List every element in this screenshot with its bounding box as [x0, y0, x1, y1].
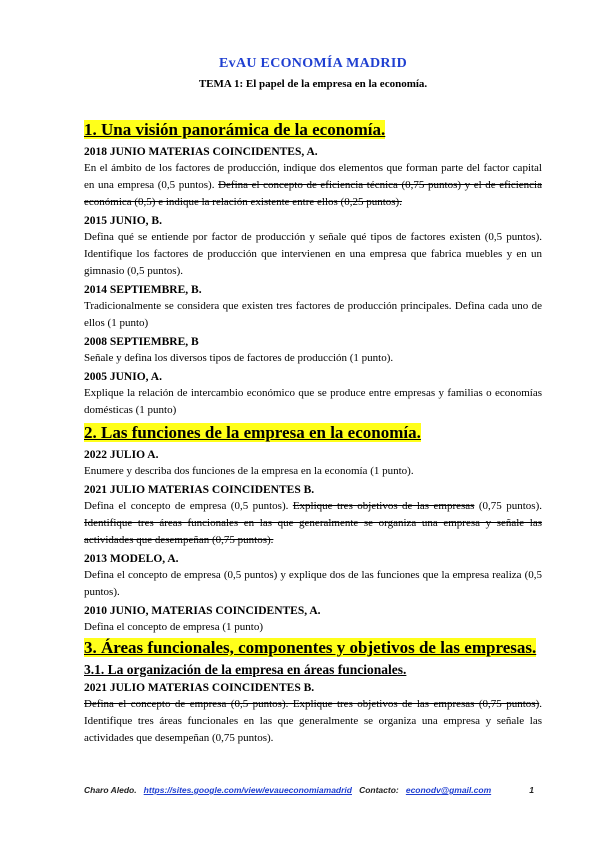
question-text: Defina el concepto de empresa (0,5 puntos) y explique dos de las funciones que la empresa realiza (0,5 puntos).: [84, 569, 542, 598]
question-text: Enumere y describa dos funciones de la empresa en la economía (1 punto).: [84, 465, 414, 477]
question-text: Explique la relación de intercambio económico que se produce entre empresas y familias o economías domésticas (1 punto): [84, 387, 542, 416]
struck-text: Defina el concepto de eficiencia técnica (0,75 puntos) y el de eficiencia económica (0,5) e indique la relación existente entre ellos (0,25 puntos).: [84, 179, 542, 208]
question-heading: 2018 JUNIO MATERIAS COINCIDENTES, A.: [84, 146, 318, 158]
question-text: Señale y defina los diversos tipos de factores de producción (1 punto).: [84, 352, 394, 364]
section-heading-2: 2. Las funciones de la empresa en la economía.: [84, 423, 421, 442]
footer-email-link[interactable]: econodv@gmail.com: [405, 785, 492, 795]
question-heading: 2022 JULIO A.: [84, 449, 159, 461]
document-page: [84, 0, 542, 747]
struck-text: Defina el concepto de empresa (0,5 puntos). Explique tres objetivos de las empresas (0,75 puntos): [84, 698, 540, 710]
question-heading: 2015 JUNIO, B.: [84, 215, 162, 227]
struck-text: Identifique tres áreas funcionales en las que generalmente se organiza una empresa y señale las actividades que desempeñan (0,75 puntos).: [84, 517, 542, 546]
footer-author: Charo Aledo.: [84, 785, 137, 795]
footer-contact-label: Contacto:: [359, 785, 399, 795]
section-heading-3: 3. Áreas funcionales, componentes y objetivos de las empresas.: [84, 638, 537, 657]
question-text: Defina el concepto de empresa (0,5 puntos). Explique tres objetivos de las empresas (0,75 puntos). Identifique tres áreas funcionales en las que generalmente se organiza una empresa y señale las actividades que desempeñan (0,75 puntos).: [84, 698, 542, 744]
question-heading: 2008 SEPTIEMBRE, B: [84, 336, 199, 348]
question-heading: 2010 JUNIO, MATERIAS COINCIDENTES, A.: [84, 605, 321, 617]
struck-text: Explique tres objetivos de las empresas: [292, 500, 475, 512]
question-heading: 2005 JUNIO, A.: [84, 371, 162, 383]
question-text: Defina qué se entiende por factor de producción y señale qué tipos de factores existen (0,5 puntos). Identifique los factores de producción que intervienen en una empresa que fabrica muebles y en un gimnasio (0,5 puntos).: [84, 231, 542, 277]
question-text: Tradicionalmente se considera que existen tres factores de producción principales. Defina cada uno de ellos (1 punto): [84, 300, 542, 329]
document-subtitle: TEMA 1: El papel de la empresa en la economía.: [198, 78, 428, 90]
question-text: Defina el concepto de empresa (1 punto): [84, 621, 263, 633]
question-heading: 2014 SEPTIEMBRE, B.: [84, 284, 202, 296]
page-footer: [84, 785, 542, 795]
document-title: EvAU ECONOMÍA MADRID: [219, 56, 407, 71]
question-heading: 2021 JULIO MATERIAS COINCIDENTES B.: [84, 484, 315, 496]
question-text: En el ámbito de los factores de producción, indique dos elementos que forman parte del factor capital en una empresa (0,5 puntos). Defina el concepto de eficiencia técnica (0,75 puntos) y el de eficiencia económica (0,5) e indique la relación existente entre ellos (0,25 puntos).: [84, 162, 542, 208]
question-heading: 2021 JULIO MATERIAS COINCIDENTES B.: [84, 682, 315, 694]
page-number: 1: [529, 785, 534, 795]
subsection-heading: 3.1. La organización de la empresa en áreas funcionales.: [84, 662, 407, 677]
question-heading: 2013 MODELO, A.: [84, 553, 179, 565]
section-heading-1: 1. Una visión panorámica de la economía.: [84, 120, 386, 139]
footer-url-link[interactable]: https://sites.google.com/view/evaueconomiamadrid: [143, 785, 352, 795]
question-text: Defina el concepto de empresa (0,5 puntos). Explique tres objetivos de las empresas (0,75 puntos). Identifique tres áreas funcionales en las que generalmente se organiza una empresa y señale las actividades que desempeñan (0,75 puntos).: [84, 500, 542, 546]
